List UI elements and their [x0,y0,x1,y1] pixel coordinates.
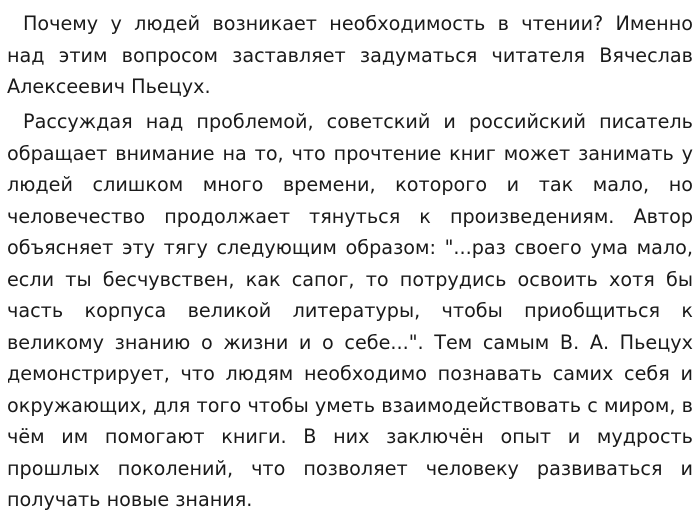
paragraph-intro: Почему у людей возникает необходимость в чтении? Именно над этим вопросом заставляет задуматься читателя Вячеслав Алексеевич Пьецух. [7,12,693,98]
essay-text [7,8,693,519]
paragraph-argument: Рассуждая над проблемой, советский и российский писатель обращает внимание на то, что прочтение книг может занимать у людей слишком много времени, которого и так мало, но человечество продолжает тянуться к произведениям. Автор объясняет эту тягу следующим образом: "...раз своего ума мало, если ты бесчувствен, как сапог, то потрудись освоить хотя бы часть корпуса великой литературы, чтобы приобщиться к великому знанию о жизни и о себе...". Тем самым В. А. Пьецух демонстрирует, что людям необходимо познавать самих себя и окружающих, для того чтобы уметь взаимодействовать с миром, в чём им помогают книги. В них заключён опыт и мудрость прошлых поколений, что позволяет человеку развиваться и получать новые знания. [7,110,693,511]
